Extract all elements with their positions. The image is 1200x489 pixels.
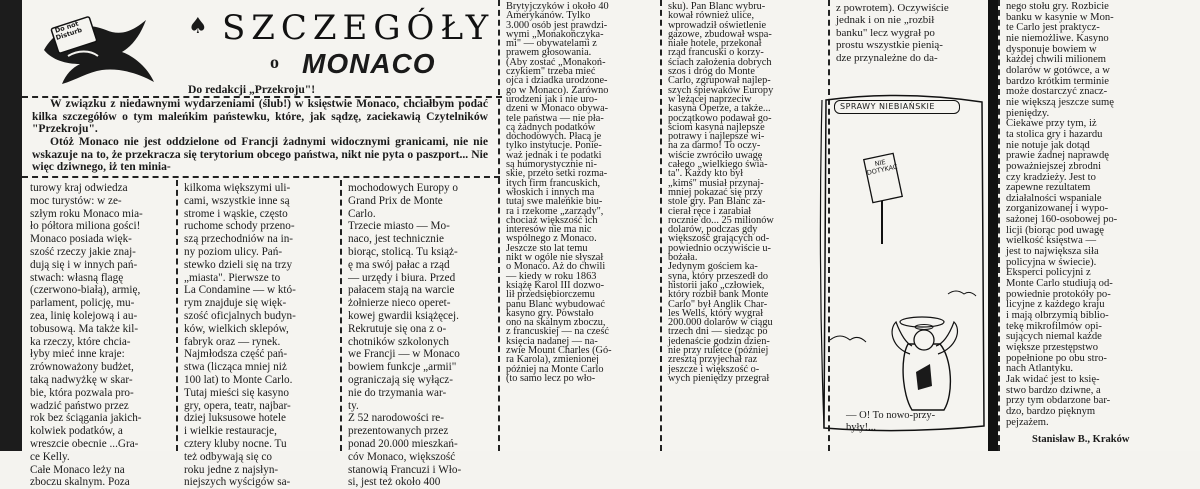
intro-salutation: Do redakcji „Przekroju"! bbox=[188, 83, 316, 96]
intro-paragraph-1: W związku z niedawnymi wydarzeniami (ślub!) w księstwie Monaco, chciałbym podać kilka szczegółów o tym maleńkim państewku, które, jak sądzę, zaciekawią Czytelników "Przekroju". bbox=[32, 97, 488, 136]
scan-gutter bbox=[988, 0, 998, 451]
article-column-6: z powrotem). Oczywiście jednak i on nie „rozbił banku" lecz wygrał po prostu wszystkie pienią- dze przynależne do da- bbox=[836, 2, 949, 64]
article-column-5: sku). Pan Blanc wybru- kował również ulice, wprowadził oświetlenie gazowe, zbudował wspa- niałe hotele, przekonał rząd francuski o korzy- ściach założenia dobrych szos i dróg do Monte Carlo, zgrupował najlep- szych śpiewaków Europy w leżącej naprzeciw kasyna Operze, a także... początkowo podawał go- ściom kasyna najlepsze potrawy i najlepsze wi- na za darmo! To oczy- wiście zwróciło uwagę całego „wielkiego świa- ta". Każdy kto był „kimś" musiał przynaj- mniej pokazać się przy stole gry. Pan Blanc za- cierał ręce i zarabiał rocznie do... 25 milionów dolarów, podczas gdy większość grających od- powiednio oczywiście u- bożała. Jedynym gościem ka- syna, który przeszedł do historii jako „człowiek, który rozbił bank Monte Carlo" był Anglik Char- les Wells, który wygrał 200.000 dolarów w ciągu trzech dni — siedząc po jedenaście godzin dzien- nie przy ruletce (później zresztą przyjechał raz jeszcze i większość o- wych pieniędzy przegrał bbox=[668, 1, 774, 384]
article-column-4: Brytyjczyków i około 40 Amerykanów. Tylko 3.000 osób jest prawdzi- wymi „Monakończyka- mi" — obywatelami z prawem głosowania. (Aby zostać „Monakoń- czykiem" trzeba mieć ojca i dziadka urodzone- go w Monaco). Zarówno urodzeni jak i nie uro- dzeni w Monaco obywa- tele państwa — nie pła- cą żadnych podatków dochodowych. Płacą je tylko instytucje. Ponie- waż jednak i te podatki są humorystycznie ni- skie, przeto setki rozma- itych firm francuskich, włoskich i innych ma tutaj swe maleńkie biu- ra i rzekome „zarządy", chociaż większość ich interesów nie ma nic wspólnego z Monaco. Jeszcze sto lat temu nikt w ogóle nie słyszał o Monaco. Aż do chwili — kiedy w roku 1863 książę Karol III dozwo- lił przedsiębiorczemu panu Blanc wybudować kasyno gry. Powstało ono na skalnym zboczu, z francuskiej — na cześć księcia nadanej — na- zwie Mount Charles (Gó- ra Karola), zmienionej później na Monte Carlo (to samo lecz po wło- bbox=[506, 1, 612, 384]
article-column-2: kilkoma większymi uli- cami, wszystkie inne są strome i wąskie, często ruchome schody przeno- szą przechodniów na in- ny poziom ulicy. Pań- stewko dzieli się na trzy „miasta". Pierwsze to La Condamine — w któ- rym znajduje się więk- szość oficjalnych budyn- ków, wielkich sklepów, fabryk oraz — rynek. Najmłodsza część pań- stwa (licząca mniej niż 100 lat) to Monte Carlo. Tutaj mieści się kasyno gry, opera, teatr, najbar- dziej luksusowe hotele i wielkie restauracje, cztery kluby nocne. Tu też odbywają się co roku jedne z najsłyn- niejszych wyścigów sa- bbox=[184, 182, 296, 489]
spade-ornament-icon: ♠ bbox=[188, 14, 208, 39]
article-title-top: SZCZEGÓŁY bbox=[222, 8, 495, 48]
article-column-3: mochodowych Europy o Grand Prix de Monte Carlo. Trzecie miasto — Mo- naco, jest technicznie biorąc, stolicą. Tu książ- ę ma swój pałac a rząd — urzędy i biura. Przed pałacem stają na warcie żołnierze nieco operet- kowej gwardii książęcej. Rekrutuje się ona z o- chotników szkolonych we Francji — w Monaco bowiem funkcje „armii" ograniczają się wyłącz- nie do trzymania war- ty. Z 52 narodowości re- prezentowanych przez ponad 20.000 mieszkań- cóv Monaco, większość stanowią Francuzi i Wło- si, jest też około 400 bbox=[348, 182, 462, 489]
comic-sign-text: NIE DOTYKAĆ bbox=[866, 158, 899, 177]
right-page-rule bbox=[998, 0, 1000, 451]
article-page bbox=[22, 0, 988, 489]
column-rule-1 bbox=[176, 180, 178, 451]
comic-heavenly-affairs bbox=[812, 94, 988, 434]
article-title-bottom: MONACO bbox=[302, 48, 436, 79]
article-title-o: o bbox=[270, 52, 279, 72]
column-rule-3 bbox=[498, 0, 500, 451]
intro-paragraph-2: Otóż Monaco nie jest oddzielone od Francji żadnymi widocznymi granicami, nie nie wskazuje na to, że przekracza się terytorium obcego państwa, nikt nie pyta o paszport... Nie więc dziwnego, iż ten minia- bbox=[32, 135, 488, 174]
column-rule-4 bbox=[660, 0, 662, 451]
article-column-1: turowy kraj odwiedza moc turystów: w ze- szłym roku Monaco mia- ło półtora miliona gości! Monaco posiada więk- szość rzeczy jakie znaj- dują się i w innych pań- stwach: własną flagę (czerwono-białą), armię, parlament, policję, mu- zea, linię kolejową i au- tobusową. Ma także kil- ka rzeczy, które chcia- łyby mieć inne kraje: zrównoważony budżet, taką nadwyżkę w skar- bie, która pozwala pro- wadzić państwo przez rok bez ściągania jakich- kolwiek podatków, a wreszcie obecnie ...Gra- ce Kelly. Całe Monaco leży na zboczu skalnym. Poza bbox=[30, 182, 143, 489]
intro-bottom-rule bbox=[22, 176, 500, 178]
article-column-7: nego stołu gry. Rozbicie banku w kasynie w Mon- te Carlo jest praktycz- nie niemożliwe. Kasyno dysponuje bowiem w każdej chwili milionem dolarów w gotówce, a w bardzo krótkim terminie może dostarczyć znacz- nie większą jeszcze sumę pieniędzy. Ciekawe przy tym, iż ta stolica gry i hazardu nie notuje jak dotąd prawie żadnej naprawdę poważniejszej zbrodni czy kradzieży. Jest to zapewne rezultatem działalności wspaniale zorganizowanej i wypo- sażonej 160-osobowej po- licji (biorąc pod uwagę wielkość księstwa — jest to największa siła policyjna w świecie). Eksperci policyjni z Monte Carlo studiują od- powiednie protokóły po- licyjne z każdego kraju i mają olbrzymią biblio- tekę mikrofilmów opi- sujących niemal każde większe przestępstwo popełnione po obu stro- nach Atlantyku. Jak widać jest to księ- stwo bardzo dziwne, a przy tym obdarzone bar- dzo, bardzo pięknym pejzażem. bbox=[1006, 1, 1118, 428]
right-page bbox=[998, 0, 1200, 451]
comic-caption: — O! To nowo-przy- były!... bbox=[846, 410, 936, 433]
scan-edge-left bbox=[0, 0, 22, 451]
dove-do-not-disturb-logo bbox=[36, 10, 164, 90]
column-rule-2 bbox=[340, 180, 342, 451]
logo-sign-text: Do not Disturb bbox=[53, 19, 84, 42]
article-signature: Stanisław B., Kraków bbox=[1032, 434, 1130, 445]
comic-label: SPRAWY NIEBIAŃSKIE bbox=[840, 102, 935, 111]
